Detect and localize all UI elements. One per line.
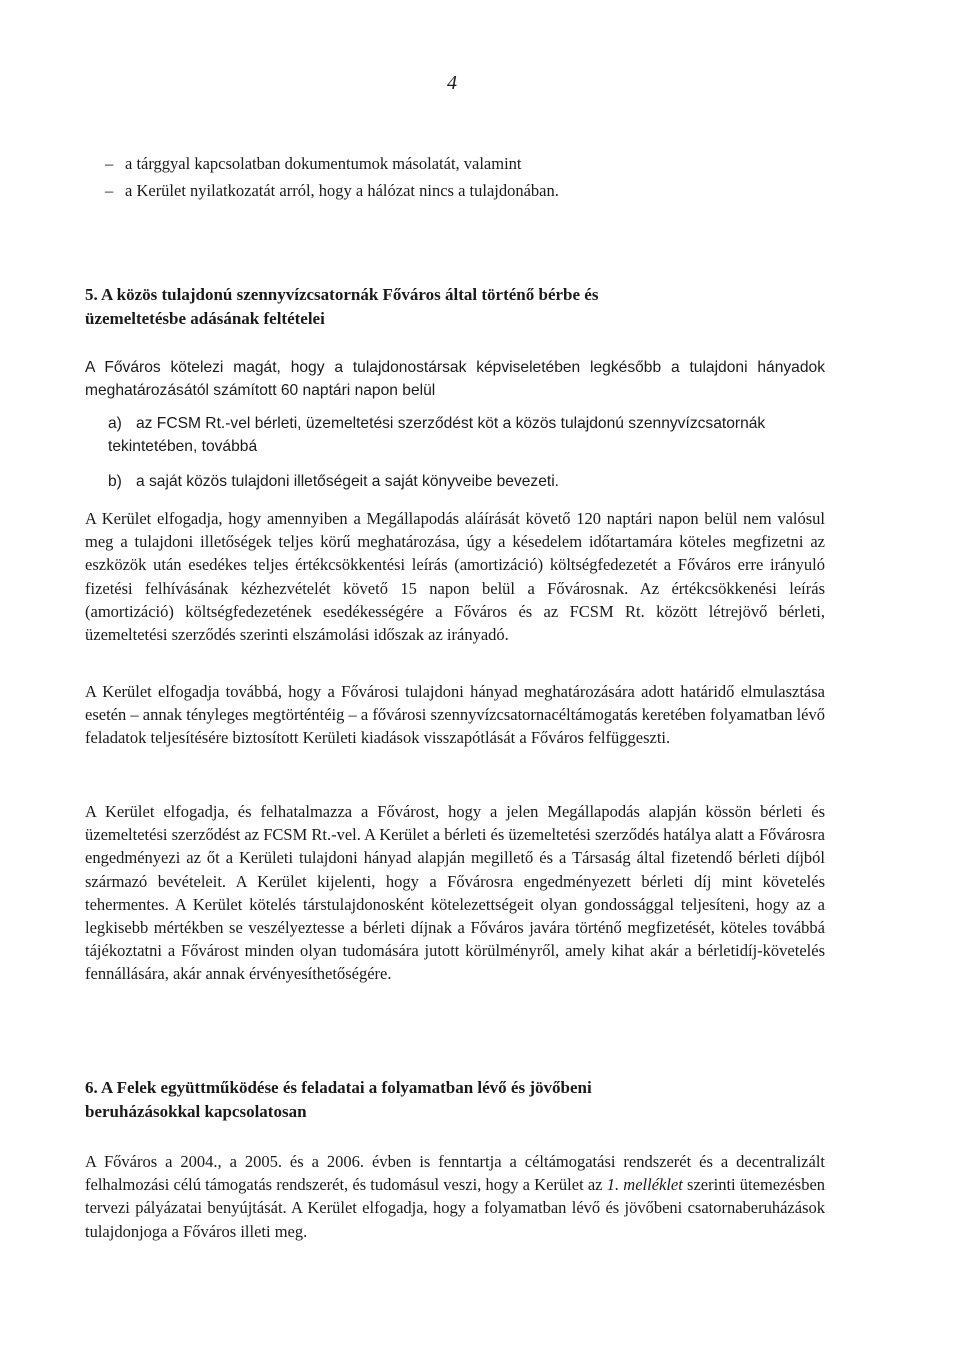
list-item-a <box>108 412 828 458</box>
item-a-text: az FCSM Rt.-vel bérleti, üzemeltetési szerződést köt a közös tulajdonú szennyvízcsatornák tekintetében, továbbá <box>108 415 766 455</box>
list-item-text: a Kerület nyilatkozatát arról, hogy a hálózat nincs a tulajdonában. <box>125 181 559 200</box>
annex-reference: 1. melléklet <box>606 1175 683 1195</box>
section-6-text-after: szerinti ütemezésben tervezi pályázatai benyújtását. A Kerület elfogadja, hogy a folyamatban lévő és jövőbeni csatornaberuházások tulajdonjoga a Főváros illeti meg. <box>85 1175 826 1241</box>
dash-marker: – <box>105 154 114 173</box>
section-6-paragraph <box>85 1150 825 1243</box>
section-6-heading-line2: beruházásokkal kapcsolatosan <box>85 1102 307 1121</box>
section-5-heading-line1: 5. A közös tulajdonú szennyvízcsatornák Főváros által történő bérbe és <box>85 285 599 304</box>
section-6-heading <box>85 1076 845 1124</box>
page-number: 4 <box>447 72 457 94</box>
section-5-paragraph-3: A Kerület elfogadja, és felhatalmazza a Fővárost, hogy a jelen Megállapodás alapján kössön bérleti és üzemeltetési szerződést az FCSM Rt.-vel. A Kerület a bérleti és üzemeltetési szerződés hatálya alatt a Fővárosra engedményezi az őt a Kerületi tulajdoni hányad alapján megillető és a Társaság által fizetendő bérleti díjból származó bevételeit. A Kerület kijelenti, hogy a Fővárosra engedményezett bérleti díj mint követelés tehermentes. A Kerület kötelés társtulajdonosként kötelezettségeit olyan gondossággal teljesíteni, hogy az a legkisebb mértékben se veszélyeztesse a bérleti díjnak a Főváros javára történő megfizetését, köteles továbbá tájékoztatni a Fővárost minden olyan tudomására jutott körülményről, amely kihat akár a bérletidíj-követelés fennállására, akár annak érvényesíthetőségére. <box>85 802 825 984</box>
list-item-b <box>108 470 828 493</box>
dash-list <box>105 150 865 204</box>
item-b-label: b) <box>108 473 122 490</box>
item-b-text: a saját közös tulajdoni illetőségeit a saját könyveibe bevezeti. <box>136 473 560 490</box>
list-item-text: a tárggyal kapcsolatban dokumentumok másolatát, valamint <box>125 154 522 173</box>
dash-marker: – <box>105 181 114 200</box>
list-item <box>105 150 865 177</box>
section-5-intro: A Főváros kötelezi magát, hogy a tulajdonostársak képviseletében legkésőbb a tulajdoni hányadok meghatározásától számított 60 naptári napon belül <box>85 359 825 400</box>
item-a-label: a) <box>108 415 122 432</box>
section-5-paragraph-1: A Kerület elfogadja, hogy amennyiben a Megállapodás aláírását követő 120 naptári napon belül nem valósul meg a tulajdoni illetőségek teljes körű meghatározása, úgy a késedelem időtartamára köteles megfizetni az eszközök után esedékes teljes értékcsökkentési leírás (amortizáció) költségfedezetét a Főváros erre irányuló fizetési felhívásának kézhezvételét követő 15 napon belül a Fővárosnak. Az értékcsökkenési leírás (amortizáció) költségfedezetének esedékességére a Főváros és az FCSM Rt. között létrejövő bérleti, üzemeltetési szerződés szerinti elszámolási időszak az irányadó. <box>85 509 825 645</box>
section-5-heading <box>85 283 845 331</box>
section-6-heading-line1: 6. A Felek együttműködése és feladatai a folyamatban lévő és jövőbeni <box>85 1078 592 1097</box>
list-item <box>105 177 865 204</box>
section-6-text-before: A Főváros a 2004., a 2005. és a 2006. évben is fenntartja a céltámogatási rendszerét és a decentralizált felhalmozási célú támogatás rendszerét, és tudomásul veszi, hogy a Kerület az <box>85 1152 825 1195</box>
section-5-heading-line2: üzemeltetésbe adásának feltételei <box>85 309 325 328</box>
section-5-paragraph-2: A Kerület elfogadja továbbá, hogy a Fővárosi tulajdoni hányad meghatározására adott határidő elmulasztása esetén – annak tényleges megtörténtéig – a fővárosi szennyvízcsatornacéltámogatás keretében folyamatban lévő feladatok teljesítésére biztosított Kerületi kiadások visszapótlását a Főváros felfüggeszti. <box>85 682 825 748</box>
